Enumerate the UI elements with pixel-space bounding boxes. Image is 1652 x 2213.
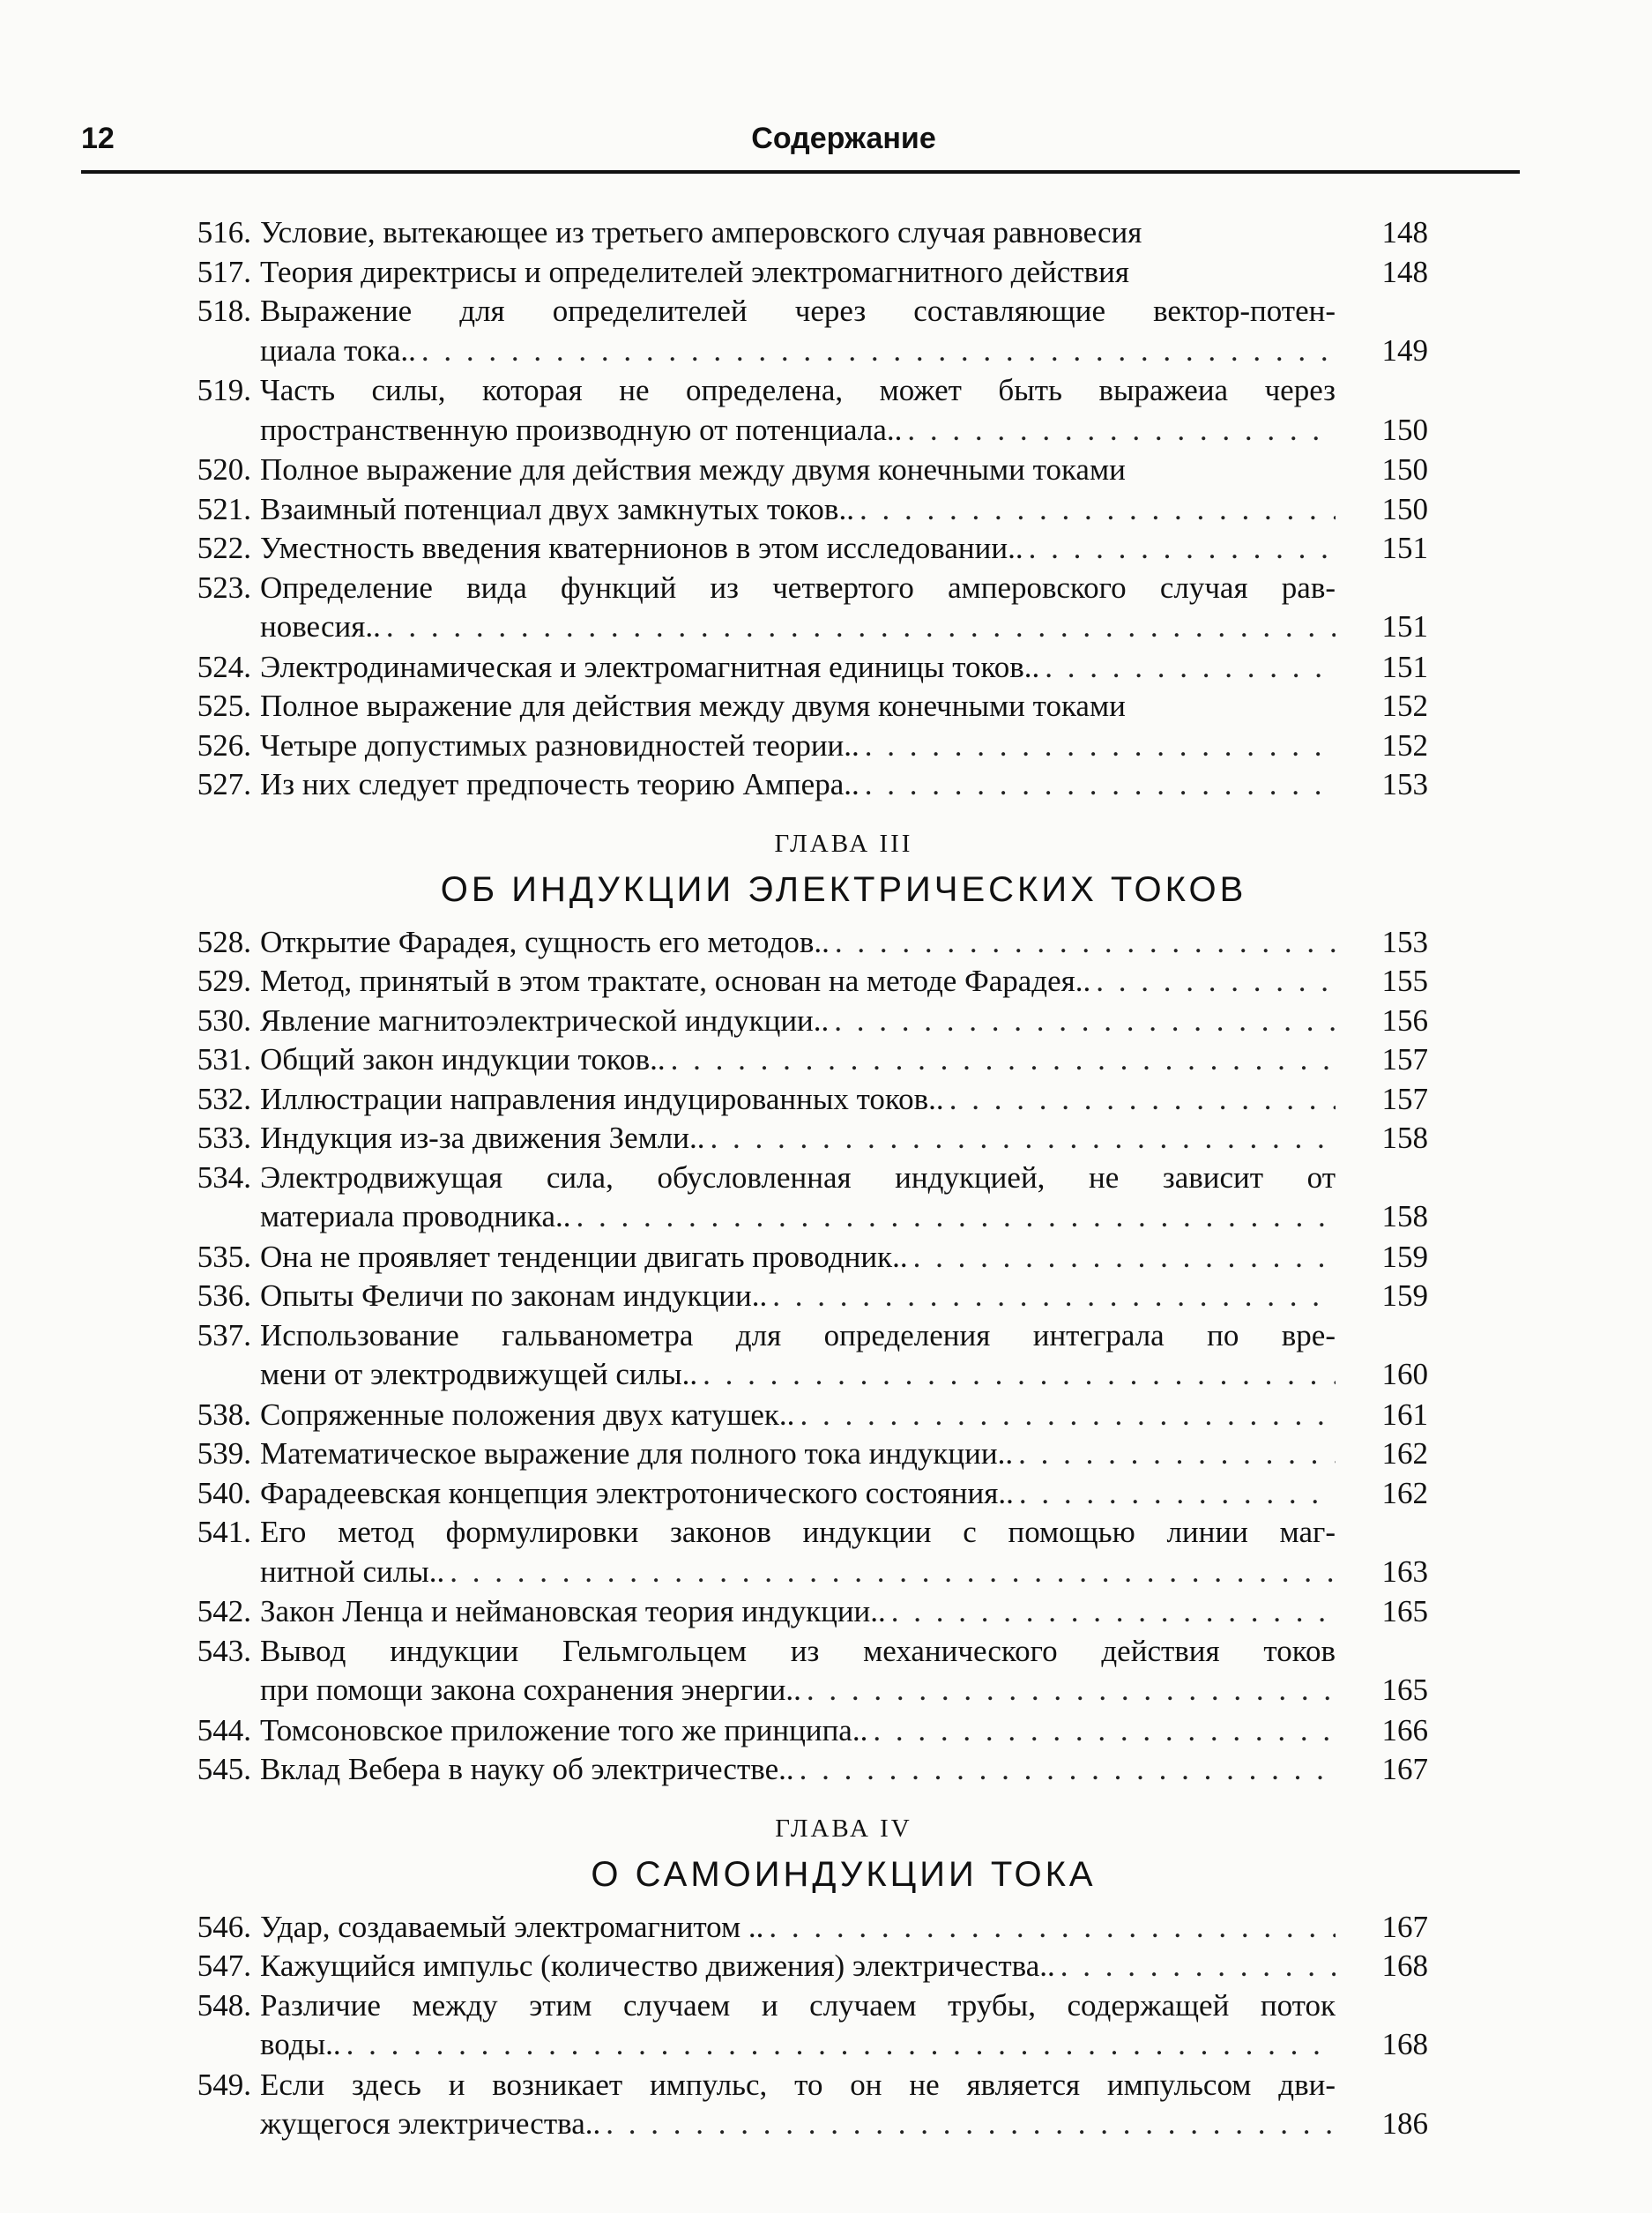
entry-page: 161 xyxy=(1381,1397,1428,1432)
entry-text: Взаимный потенциал двух замкнутых токов.. xyxy=(260,491,854,526)
entry-page: 168 xyxy=(1381,1948,1428,1983)
entry-text: материала проводника.. xyxy=(260,1199,571,1233)
entry-number: 539. xyxy=(197,1436,251,1471)
toc-entry xyxy=(172,1002,1428,1043)
entry-text: Из них следует предпочесть теорию Ампера.. xyxy=(260,767,859,801)
entry-text: Уместность введения кватернионов в этом исследовании.. xyxy=(260,531,1023,565)
toc-entry xyxy=(172,1909,1428,1949)
entry-page: 168 xyxy=(1381,2027,1428,2061)
entry-number: 521. xyxy=(197,491,251,526)
header-rule xyxy=(81,170,1520,174)
entry-page: 150 xyxy=(1381,412,1428,447)
toc-entry xyxy=(172,924,1428,965)
entry-text: Удар, создаваемый электромагнитом .. xyxy=(260,1909,764,1944)
entry-number: 516. xyxy=(197,215,251,250)
entry-text: Томсоновское приложение того же принципа.. xyxy=(260,1712,868,1747)
entry-page: 155 xyxy=(1381,964,1428,998)
entry-text: пространственную производную от потенциала.. xyxy=(260,412,903,447)
entry-number: 526. xyxy=(197,727,251,763)
chapter-label: ГЛАВА III xyxy=(774,829,913,858)
entry-page: 162 xyxy=(1381,1436,1428,1471)
entry-text: Открытие Фарадея, сущность его методов.. xyxy=(260,924,830,959)
entry-page: 160 xyxy=(1381,1357,1428,1391)
entry-page: 150 xyxy=(1381,491,1428,526)
entry-number: 546. xyxy=(197,1909,251,1944)
toc-entry xyxy=(172,1752,1428,1792)
entry-page: 148 xyxy=(1381,215,1428,250)
dot-leader xyxy=(666,1042,1336,1081)
toc-entry xyxy=(172,1987,1428,2067)
dot-leader xyxy=(697,1357,1336,1396)
entry-text: Сопряженные положения двух катушек.. xyxy=(260,1397,795,1432)
entry-text: Фарадеевская концепция электротонического состояния.. xyxy=(260,1475,1014,1510)
toc-entry xyxy=(172,1239,1428,1279)
entry-text: при помощи закона сохранения энергии.. xyxy=(260,1673,801,1707)
entry-number: 525. xyxy=(197,689,251,723)
entry-page: 149 xyxy=(1381,332,1428,368)
toc-entry xyxy=(172,1317,1428,1397)
toc-entry xyxy=(172,254,1428,294)
entry-number: 532. xyxy=(197,1081,251,1116)
entry-text: Четыре допустимых разновидностей теории.. xyxy=(260,727,859,763)
entry-number: 541. xyxy=(197,1515,251,1549)
page-number: 12 xyxy=(81,122,115,155)
entry-page: 158 xyxy=(1381,1199,1428,1233)
dot-leader xyxy=(1023,531,1336,570)
dot-leader xyxy=(381,609,1336,648)
entry-page: 150 xyxy=(1381,452,1428,487)
entry-page: 151 xyxy=(1381,609,1428,644)
entry-page: 186 xyxy=(1381,2106,1428,2141)
dot-leader xyxy=(763,1910,1336,1948)
toc-entry xyxy=(172,373,1428,451)
running-head: Содержание xyxy=(751,122,936,155)
entry-number: 533. xyxy=(197,1121,251,1155)
entry-number: 537. xyxy=(197,1317,251,1352)
entry-number: 547. xyxy=(197,1948,251,1983)
entry-text: Она не проявляет тенденции двигать проводник.. xyxy=(260,1239,908,1274)
dot-leader xyxy=(801,1673,1336,1711)
entry-text: Общий закон индукции токов.. xyxy=(260,1042,666,1077)
dot-leader xyxy=(794,1752,1336,1791)
entry-text: Полное выражение для действия между двумя конечными токами xyxy=(260,452,1126,487)
entry-number: 524. xyxy=(197,649,251,684)
toc-entry xyxy=(172,491,1428,532)
entry-page: 167 xyxy=(1381,1909,1428,1944)
dot-leader xyxy=(908,1240,1336,1278)
entry-page: 157 xyxy=(1381,1081,1428,1116)
toc-entry xyxy=(172,1397,1428,1437)
entry-text: Электродинамическая и электромагнитная единицы токов.. xyxy=(260,649,1040,684)
dot-leader xyxy=(570,1199,1336,1238)
toc-entry xyxy=(172,1475,1428,1516)
entry-text: Явление магнитоэлектрической индукции.. xyxy=(260,1002,830,1038)
entry-text: новесия.. xyxy=(260,609,381,644)
entry-page: 158 xyxy=(1381,1121,1428,1155)
entry-number: 535. xyxy=(197,1239,251,1274)
entry-text: Вклад Вебера в науку об электричестве.. xyxy=(260,1752,794,1786)
entry-page: 153 xyxy=(1381,924,1428,959)
entry-number: 519. xyxy=(197,373,251,407)
entry-text: Математическое выражение для полного тока индукции.. xyxy=(260,1436,1014,1471)
entry-page: 152 xyxy=(1381,689,1428,723)
toc-entry xyxy=(172,1948,1428,1988)
entry-number: 534. xyxy=(197,1159,251,1195)
entry-number: 548. xyxy=(197,1987,251,2023)
entry-text: воды.. xyxy=(260,2027,341,2061)
entry-number: 544. xyxy=(197,1712,251,1747)
entry-number: 542. xyxy=(197,1594,251,1628)
toc-entry xyxy=(172,1436,1428,1476)
toc-entry xyxy=(172,215,1428,255)
dot-leader xyxy=(886,1594,1336,1633)
toc-entry xyxy=(172,964,1428,1003)
entry-number: 540. xyxy=(197,1475,251,1510)
toc-entry xyxy=(172,649,1428,689)
entry-page: 151 xyxy=(1381,649,1428,684)
dot-leader xyxy=(854,492,1336,531)
toc-entry xyxy=(172,727,1428,768)
entry-number: 531. xyxy=(197,1042,251,1077)
entry-text: Индукция из-за движения Земли.. xyxy=(260,1121,705,1155)
entry-number: 543. xyxy=(197,1633,251,1668)
entry-text: Условие, вытекающее из третьего амперовского случая равновесия xyxy=(260,215,1142,250)
entry-number: 517. xyxy=(197,254,251,289)
toc-entry xyxy=(172,1515,1428,1593)
toc-entry xyxy=(172,1712,1428,1753)
entry-page: 162 xyxy=(1381,1475,1428,1510)
dot-leader xyxy=(1055,1948,1336,1987)
entry-number: 530. xyxy=(197,1002,251,1038)
dot-leader xyxy=(341,2027,1336,2066)
entry-text: Использование гальванометра для определения интеграла по вре- xyxy=(260,1317,1336,1352)
chapter-title: ОБ ИНДУКЦИИ ЭЛЕКТРИЧЕСКИХ ТОКОВ xyxy=(440,869,1247,909)
toc-entry xyxy=(172,294,1428,372)
entry-text: Часть силы, которая не определена, может быть выражеиа через xyxy=(260,373,1336,407)
entry-page: 159 xyxy=(1381,1239,1428,1274)
entry-number: 529. xyxy=(197,964,251,998)
entry-text: Иллюстрации направления индуцированных токов.. xyxy=(260,1081,944,1116)
entry-text: Опыты Феличи по законам индукции.. xyxy=(260,1278,768,1313)
entry-text: Метод, принятый в этом трактате, основан на методе Фарадея.. xyxy=(260,964,1091,998)
entry-text: мени от электродвижущей силы.. xyxy=(260,1357,698,1391)
toc-entry xyxy=(172,1042,1428,1082)
entry-number: 523. xyxy=(197,570,251,605)
entry-text: Вывод индукции Гельмгольцем из механического действия токов xyxy=(260,1633,1336,1668)
dot-leader xyxy=(416,333,1336,372)
dot-leader xyxy=(705,1121,1336,1159)
entry-text: Различие между этим случаем и случаем трубы, содержащей поток xyxy=(260,1987,1336,2023)
entry-page: 153 xyxy=(1381,767,1428,801)
entry-text: жущегося электричества.. xyxy=(260,2106,601,2141)
entry-page: 159 xyxy=(1381,1278,1428,1313)
entry-text: Закон Ленца и неймановская теория индукции.. xyxy=(260,1594,886,1628)
entry-text: Если здесь и возникает импульс, то он не является импульсом дви- xyxy=(260,2067,1336,2102)
entry-page: 166 xyxy=(1381,1712,1428,1747)
entry-text: Полное выражение для действия между двумя конечными токами xyxy=(260,689,1126,723)
entry-number: 522. xyxy=(197,531,251,565)
dot-leader xyxy=(830,925,1336,964)
entry-number: 536. xyxy=(197,1278,251,1313)
toc-entry xyxy=(172,689,1428,728)
entry-text: нитной силы.. xyxy=(260,1554,445,1589)
toc-entry xyxy=(172,570,1428,649)
toc-entry xyxy=(172,531,1428,570)
entry-number: 518. xyxy=(197,294,251,328)
dot-leader xyxy=(444,1554,1336,1593)
entry-number: 520. xyxy=(197,452,251,487)
toc-entry xyxy=(172,1594,1428,1634)
entry-text: Электродвижущая сила, обусловленная индукцией, не зависит от xyxy=(260,1159,1336,1195)
entry-text: Его метод формулировки законов индукции с помощью линии маг- xyxy=(260,1515,1336,1549)
entry-page: 163 xyxy=(1381,1554,1428,1589)
entry-page: 165 xyxy=(1381,1673,1428,1707)
toc-entry xyxy=(172,1081,1428,1121)
entry-page: 152 xyxy=(1381,727,1428,763)
dot-leader xyxy=(902,413,1336,451)
toc-entry xyxy=(172,1121,1428,1160)
toc-entry xyxy=(172,1278,1428,1318)
entry-page: 151 xyxy=(1381,531,1428,565)
dot-leader xyxy=(1039,650,1336,689)
dot-leader xyxy=(794,1397,1336,1436)
dot-leader xyxy=(1090,964,1336,1002)
entry-page: 167 xyxy=(1381,1752,1428,1786)
dot-leader xyxy=(867,1713,1336,1752)
entry-text: Теория директрисы и определителей электромагнитного действия xyxy=(260,254,1129,289)
toc-entry xyxy=(172,1633,1428,1712)
chapter-title: О САМОИНДУКЦИИ ТОКА xyxy=(591,1854,1097,1894)
entry-number: 527. xyxy=(197,767,251,801)
entry-page: 156 xyxy=(1381,1002,1428,1038)
entry-page: 157 xyxy=(1381,1042,1428,1077)
entry-text: Кажущийся импульс (количество движения) электричества.. xyxy=(260,1948,1055,1983)
entry-number: 538. xyxy=(197,1397,251,1432)
entry-page: 165 xyxy=(1381,1594,1428,1628)
chapter-label: ГЛАВА IV xyxy=(775,1814,912,1843)
dot-leader xyxy=(859,728,1336,767)
dot-leader xyxy=(859,767,1336,806)
entry-text: циала тока.. xyxy=(260,332,416,368)
dot-leader xyxy=(600,2106,1336,2145)
dot-leader xyxy=(1013,1436,1336,1475)
toc-entry xyxy=(172,2067,1428,2146)
toc-entry xyxy=(172,1159,1428,1239)
entry-page: 148 xyxy=(1381,254,1428,289)
dot-leader xyxy=(944,1082,1336,1121)
dot-leader xyxy=(1014,1476,1336,1515)
entry-number: 549. xyxy=(197,2067,251,2102)
entry-text: Выражение для определителей через составляющие вектор-потен- xyxy=(260,294,1336,328)
dot-leader xyxy=(829,1003,1336,1042)
toc-entry xyxy=(172,767,1428,807)
dot-leader xyxy=(767,1278,1336,1317)
entry-number: 528. xyxy=(197,924,251,959)
entry-number: 545. xyxy=(197,1752,251,1786)
toc-entry xyxy=(172,452,1428,492)
entry-text: Определение вида функций из четвертого амперовского случая рав- xyxy=(260,570,1336,605)
